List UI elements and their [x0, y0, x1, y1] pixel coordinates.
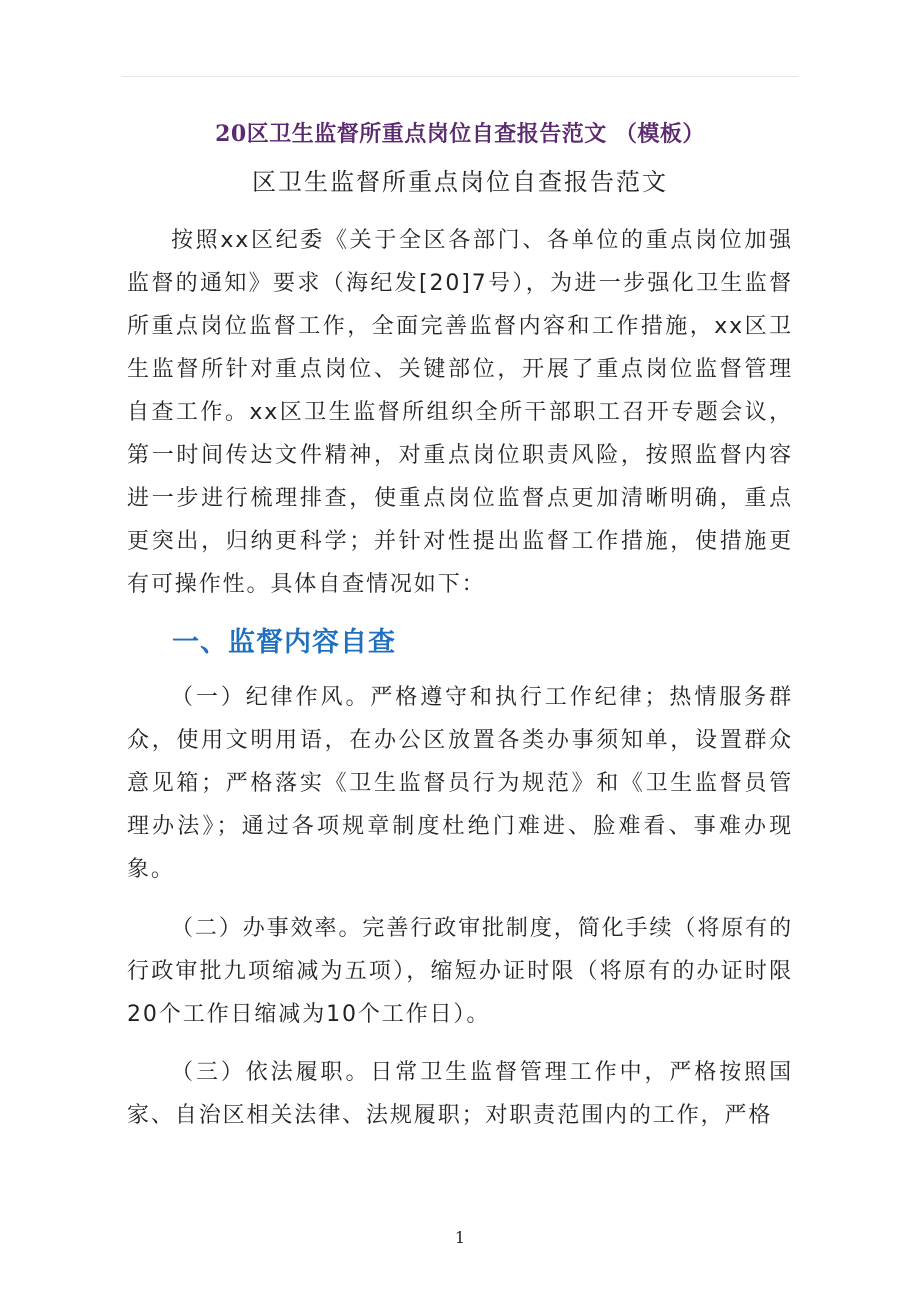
document-title: 20区卫生监督所重点岗位自查报告范文 （模板） [215, 121, 705, 147]
section-heading: 一、监督内容自查 [172, 627, 396, 658]
page-number: 1 [454, 1228, 466, 1247]
header-rule [122, 76, 798, 77]
item-paragraph-discipline: （一）纪律作风。严格遵守和执行工作纪律；热情服务群众，使用文明用语，在办公区放置各类办事须知单，设置群众意见箱；严格落实《卫生监督员行为规范》和《卫生监督员管理办法》；通过各项规章制度杜绝门难进、脸难看、事难办现象。 [127, 685, 793, 882]
item-paragraph-efficiency: （二）办事效率。完善行政审批制度，简化手续（将原有的行政审批九项缩减为五项），缩短办证时限（将原有的办证时限20个工作日缩减为10个工作日）。 [127, 916, 793, 1027]
item-paragraph-lawful-duty: （三）依法履职。日常卫生监督管理工作中，严格按照国家、自治区相关法律、法规履职；对职责范围内的工作，严格 [127, 1060, 793, 1128]
intro-paragraph: 按照xx区纪委《关于全区各部门、各单位的重点岗位加强监督的通知》要求（海纪发[20]7号），为进一步强化卫生监督所重点岗位监督工作，全面完善监督内容和工作措施，xx区卫生监督所针对重点岗位、关键部位，开展了重点岗位监督管理自查工作。xx区卫生监督所组织全所干部职工召开专题会议，第一时间传达文件精神，对重点岗位职责风险，按照监督内容进一步进行梳理排查，使重点岗位监督点更加清晰明确，重点更突出，归纳更科学；并针对性提出监督工作措施，使措施更有可操作性。具体自查情况如下： [127, 228, 793, 597]
document-subtitle: 区卫生监督所重点岗位自查报告范文 [252, 168, 668, 196]
